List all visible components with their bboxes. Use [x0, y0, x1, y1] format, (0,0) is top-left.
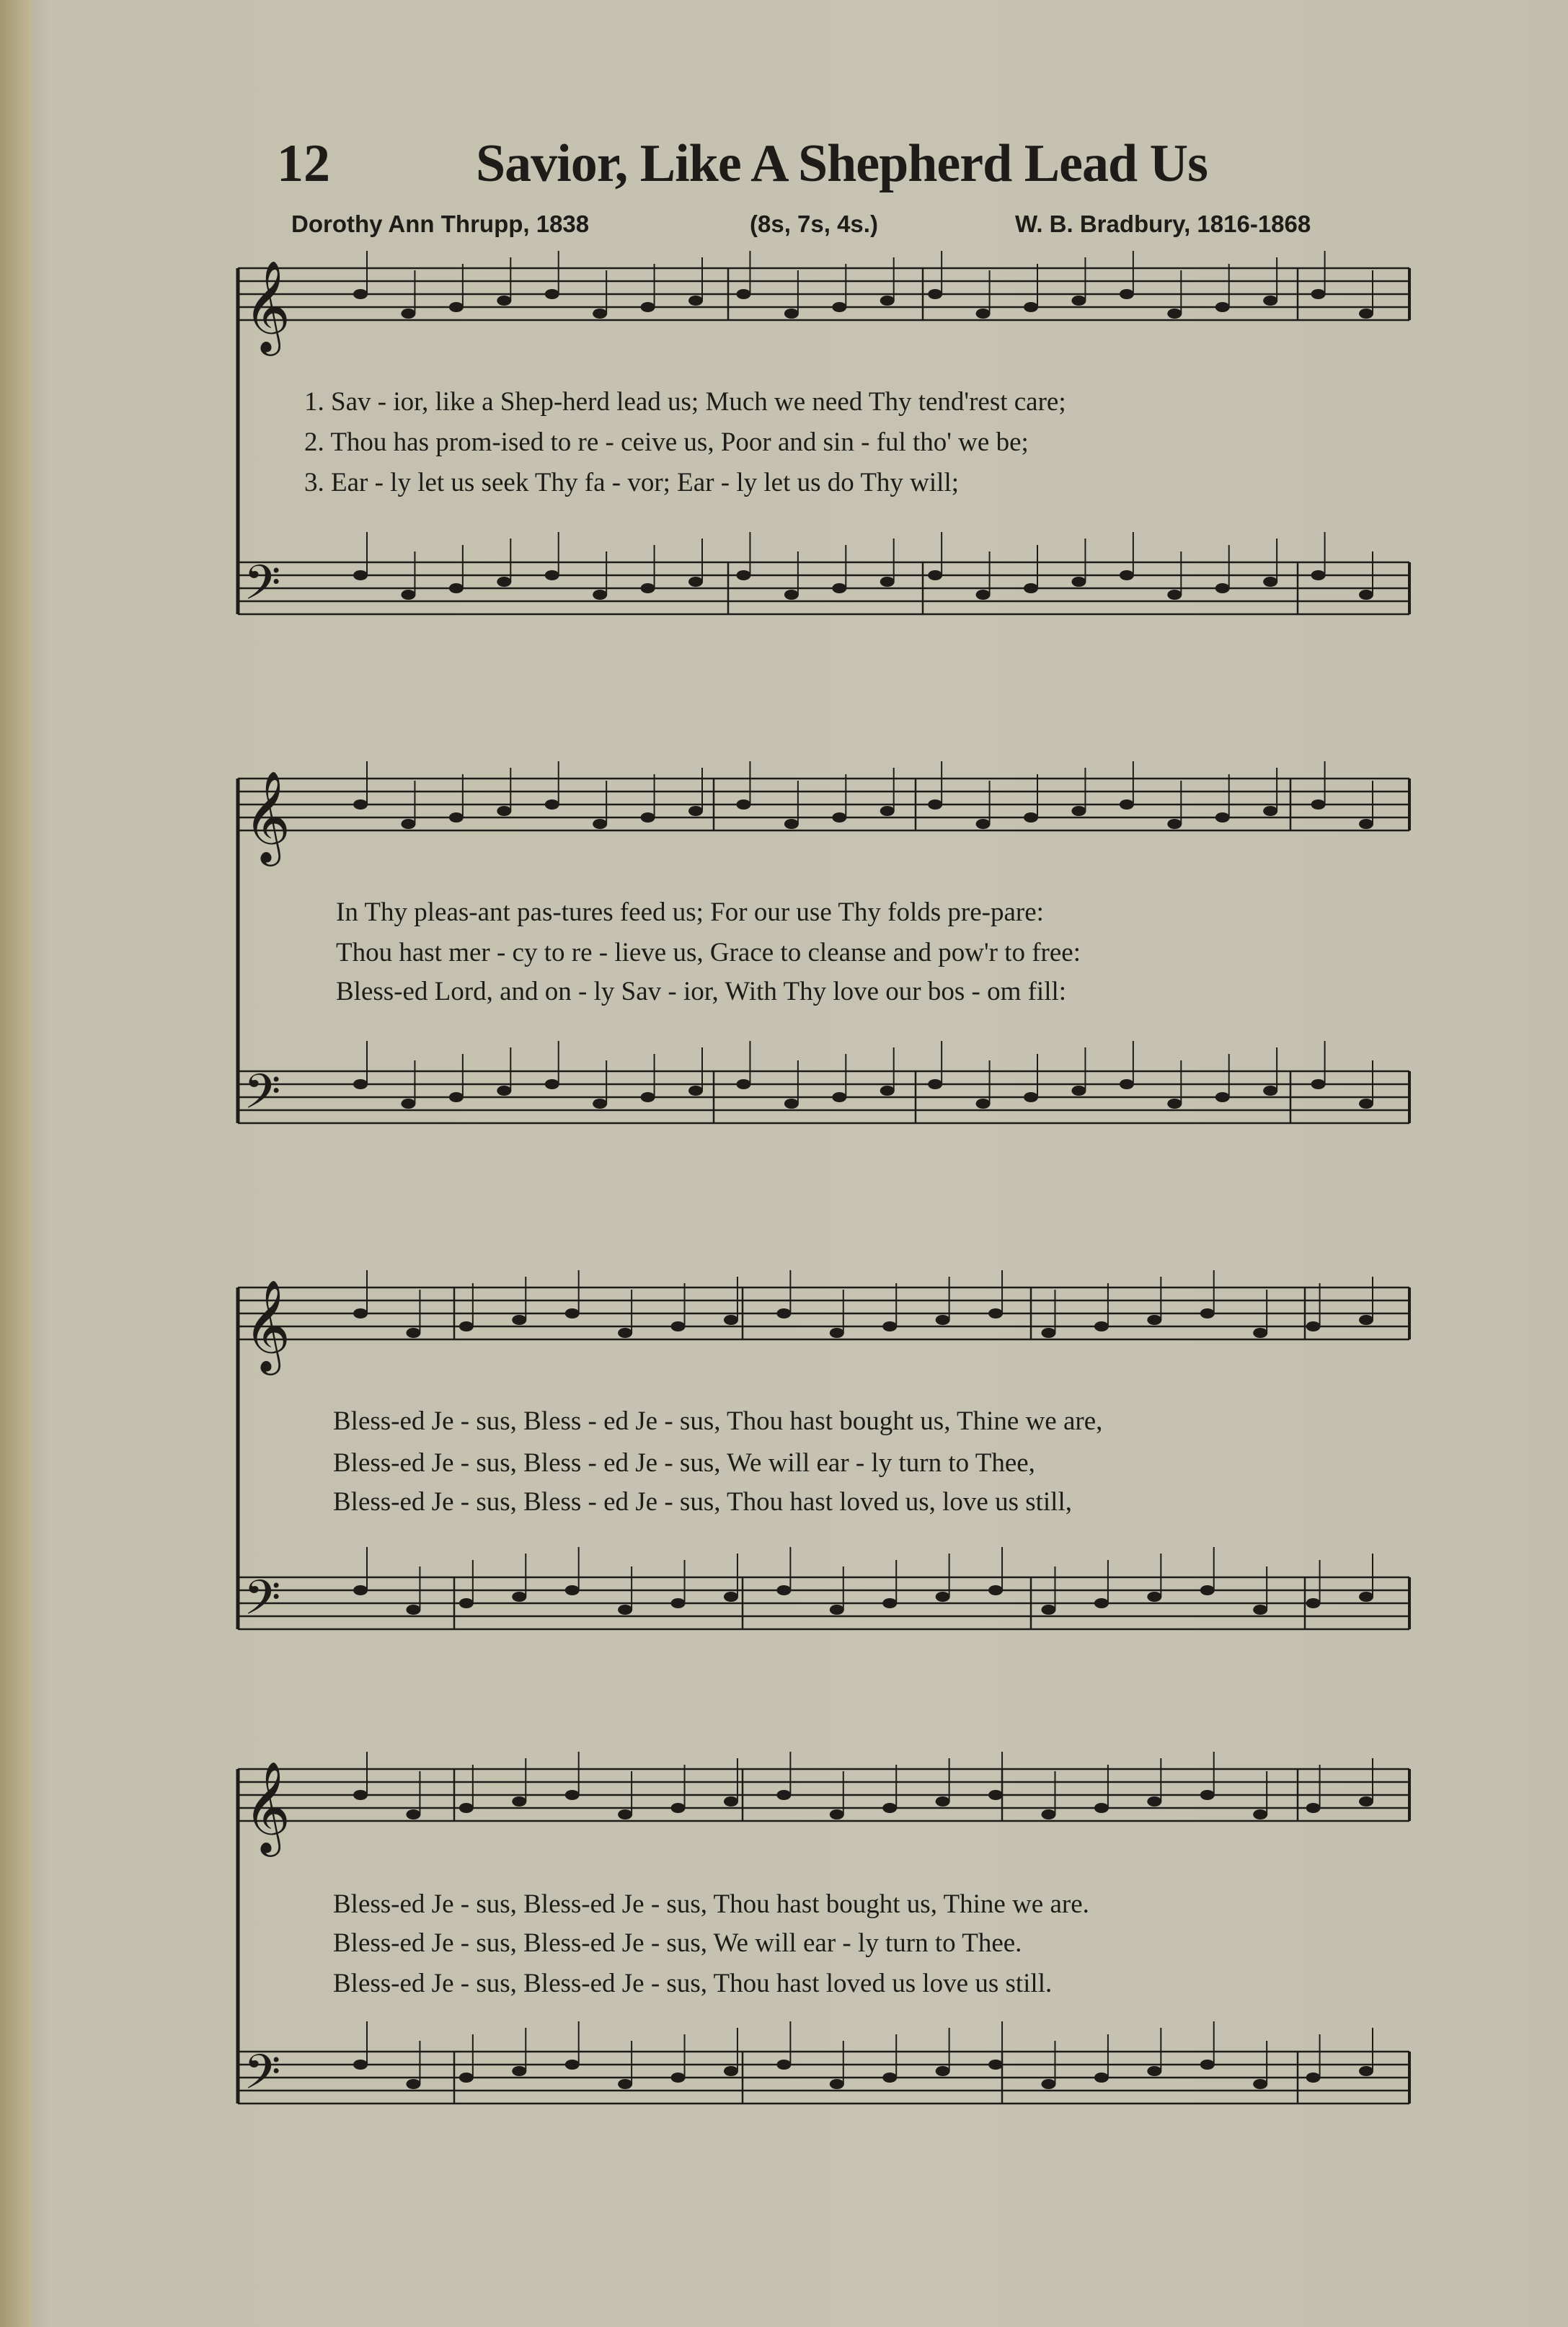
- notehead: [1263, 806, 1277, 816]
- treble-clef-icon: 𝄞: [244, 1760, 291, 1853]
- notehead: [1071, 1086, 1086, 1096]
- notehead: [497, 296, 511, 306]
- notehead: [1263, 577, 1277, 587]
- notehead: [936, 2066, 950, 2076]
- notehead: [928, 289, 942, 299]
- notehead: [618, 2079, 632, 2089]
- meter-label: (8s, 7s, 4s.): [750, 210, 878, 237]
- notehead: [353, 1790, 368, 1800]
- lyric-line-s2-v3: Bless-ed Lord, and on - ly Sav - ior, With Thy love our bos - om fill:: [336, 977, 1067, 1006]
- notehead: [512, 2066, 526, 2076]
- bass-clef-icon: 𝄢: [244, 2044, 281, 2111]
- notehead: [724, 1592, 738, 1602]
- notehead: [1120, 799, 1134, 810]
- notehead: [1167, 1099, 1182, 1109]
- notehead: [832, 812, 846, 823]
- notehead: [1359, 2066, 1373, 2076]
- notehead: [401, 819, 415, 829]
- notehead: [1147, 1796, 1161, 1807]
- notehead: [545, 289, 559, 299]
- notehead: [736, 570, 750, 580]
- notehead: [1071, 577, 1086, 587]
- notehead: [353, 1585, 368, 1595]
- notehead: [1359, 1796, 1373, 1807]
- notehead: [545, 1079, 559, 1089]
- notehead: [736, 1079, 750, 1089]
- notehead: [353, 1079, 368, 1089]
- composer-credit: W. B. Bradbury, 1816-1868: [1015, 210, 1311, 237]
- notehead: [1024, 583, 1038, 593]
- bass-clef-icon: 𝄢: [244, 1064, 281, 1131]
- bass-clef-icon: 𝄢: [244, 1570, 281, 1637]
- lyric-line-s3-v2: Bless-ed Je - sus, Bless - ed Je - sus, We will ear - ly turn to Thee,: [333, 1448, 1035, 1478]
- lyricist-credit: Dorothy Ann Thrupp, 1838: [291, 210, 590, 237]
- notehead: [882, 1598, 897, 1608]
- lyric-line-s4-v1: Bless-ed Je - sus, Bless-ed Je - sus, Thou hast bought us, Thine we are.: [333, 1889, 1089, 1919]
- notehead: [688, 1086, 703, 1096]
- notehead: [936, 1796, 950, 1807]
- notehead: [641, 1092, 655, 1102]
- lyric-line-s2-v2: Thou hast mer - cy to re - lieve us, Grace to cleanse and pow'r to free:: [336, 938, 1081, 967]
- notehead: [928, 799, 942, 810]
- notehead: [545, 570, 559, 580]
- notehead: [671, 2073, 686, 2083]
- notehead: [1024, 812, 1038, 823]
- notehead: [988, 1790, 1003, 1800]
- notehead: [512, 1796, 526, 1807]
- notehead: [459, 1803, 474, 1813]
- notehead: [688, 296, 703, 306]
- notehead: [1094, 1803, 1109, 1813]
- notehead: [1167, 590, 1182, 600]
- notehead: [1263, 296, 1277, 306]
- notehead: [1094, 2073, 1109, 2083]
- notehead: [736, 289, 750, 299]
- notehead: [1253, 1328, 1267, 1338]
- notehead: [449, 1092, 464, 1102]
- notehead: [784, 819, 799, 829]
- treble-clef-icon: 𝄞: [244, 260, 291, 352]
- notehead: [1306, 1321, 1321, 1331]
- notehead: [1094, 1321, 1109, 1331]
- notehead: [1306, 1598, 1321, 1608]
- notehead: [988, 1585, 1003, 1595]
- notehead: [988, 1308, 1003, 1318]
- notehead: [1311, 570, 1326, 580]
- notehead: [406, 1809, 420, 1820]
- notehead: [832, 1092, 846, 1102]
- notehead: [593, 590, 607, 600]
- notehead: [784, 1099, 799, 1109]
- lyric-line-s2-v1: In Thy pleas-ant pas-tures feed us; For our use Thy folds pre-pare:: [336, 897, 1044, 927]
- notehead: [988, 2060, 1003, 2070]
- notehead: [1147, 1592, 1161, 1602]
- notehead: [880, 806, 895, 816]
- notehead: [880, 1086, 895, 1096]
- notehead: [512, 1592, 526, 1602]
- notehead: [1359, 819, 1373, 829]
- notehead: [545, 799, 559, 810]
- notehead: [353, 570, 368, 580]
- notehead: [593, 309, 607, 319]
- notehead: [784, 590, 799, 600]
- notehead: [928, 1079, 942, 1089]
- notehead: [497, 806, 511, 816]
- notehead: [882, 1321, 897, 1331]
- notehead: [565, 1790, 580, 1800]
- notehead: [618, 1605, 632, 1615]
- notehead: [882, 1803, 897, 1813]
- notehead: [1024, 1092, 1038, 1102]
- notehead: [1359, 1592, 1373, 1602]
- notehead: [976, 819, 991, 829]
- treble-clef-icon: 𝄞: [244, 1279, 291, 1371]
- notehead: [936, 1592, 950, 1602]
- notehead: [671, 1598, 686, 1608]
- notehead: [671, 1803, 686, 1813]
- notehead: [936, 1315, 950, 1325]
- notehead: [1311, 289, 1326, 299]
- lyric-line-s4-v2: Bless-ed Je - sus, Bless-ed Je - sus, We will ear - ly turn to Thee.: [333, 1928, 1022, 1958]
- notehead: [880, 577, 895, 587]
- notehead: [1167, 819, 1182, 829]
- notehead: [459, 2073, 474, 2083]
- notehead: [1253, 1809, 1267, 1820]
- notehead: [1359, 309, 1373, 319]
- notehead: [1120, 1079, 1134, 1089]
- notehead: [1359, 1315, 1373, 1325]
- notehead: [512, 1315, 526, 1325]
- notehead: [1024, 302, 1038, 312]
- notehead: [1359, 1099, 1373, 1109]
- notehead: [882, 2073, 897, 2083]
- lyric-line-s3-v1: Bless-ed Je - sus, Bless - ed Je - sus, Thou hast bought us, Thine we are,: [333, 1406, 1103, 1436]
- notehead: [641, 302, 655, 312]
- lyric-line-s1-v3: 3. Ear - ly let us seek Thy fa - vor; Ear - ly let us do Thy will;: [304, 468, 960, 497]
- notehead: [618, 1328, 632, 1338]
- notehead: [776, 1585, 791, 1595]
- notehead: [641, 583, 655, 593]
- notehead: [776, 2060, 791, 2070]
- treble-clef-icon: 𝄞: [244, 770, 291, 862]
- notehead: [724, 1315, 738, 1325]
- notehead: [1311, 1079, 1326, 1089]
- notehead: [1263, 1086, 1277, 1096]
- notehead: [1253, 1605, 1267, 1615]
- notehead: [449, 583, 464, 593]
- notehead: [353, 2060, 368, 2070]
- lyric-line-s1-v1: 1. Sav - ior, like a Shep-herd lead us; Much we need Thy tend'rest care;: [304, 387, 1066, 417]
- notehead: [1147, 2066, 1161, 2076]
- notehead: [406, 2079, 420, 2089]
- notehead: [1167, 309, 1182, 319]
- notehead: [618, 1809, 632, 1820]
- notehead: [724, 2066, 738, 2076]
- hymn-number: 12: [277, 134, 330, 193]
- notehead: [1200, 1790, 1215, 1800]
- notehead: [928, 570, 942, 580]
- notehead: [353, 1308, 368, 1318]
- notehead: [565, 1308, 580, 1318]
- notehead: [1215, 302, 1230, 312]
- notehead: [565, 2060, 580, 2070]
- notehead: [1215, 583, 1230, 593]
- notehead: [1071, 296, 1086, 306]
- notehead: [593, 1099, 607, 1109]
- notehead: [401, 1099, 415, 1109]
- notehead: [353, 289, 368, 299]
- lyric-line-s4-v3: Bless-ed Je - sus, Bless-ed Je - sus, Thou hast loved us love us still.: [333, 1969, 1053, 1998]
- notehead: [401, 309, 415, 319]
- notehead: [641, 812, 655, 823]
- notehead: [353, 799, 368, 810]
- notehead: [497, 577, 511, 587]
- notehead: [1041, 1809, 1055, 1820]
- bass-clef-icon: 𝄢: [244, 555, 281, 622]
- notehead: [1200, 1308, 1215, 1318]
- notehead: [830, 1328, 844, 1338]
- notehead: [736, 799, 750, 810]
- notehead: [1359, 590, 1373, 600]
- notehead: [880, 296, 895, 306]
- notehead: [593, 819, 607, 829]
- notehead: [830, 1809, 844, 1820]
- notehead: [688, 806, 703, 816]
- notehead: [1147, 1315, 1161, 1325]
- notehead: [671, 1321, 686, 1331]
- notehead: [1200, 2060, 1215, 2070]
- notehead: [784, 309, 799, 319]
- notehead: [724, 1796, 738, 1807]
- notehead: [976, 309, 991, 319]
- notehead: [497, 1086, 511, 1096]
- hymn-title: Savior, Like A Shepherd Lead Us: [476, 134, 1208, 193]
- notehead: [830, 2079, 844, 2089]
- notehead: [1306, 1803, 1321, 1813]
- notehead: [976, 1099, 991, 1109]
- notehead: [449, 302, 464, 312]
- notehead: [459, 1321, 474, 1331]
- notehead: [976, 590, 991, 600]
- notehead: [406, 1605, 420, 1615]
- notehead: [1215, 812, 1230, 823]
- notehead: [1041, 1328, 1055, 1338]
- notehead: [1200, 1585, 1215, 1595]
- notehead: [1120, 570, 1134, 580]
- notehead: [832, 583, 846, 593]
- notehead: [1253, 2079, 1267, 2089]
- notehead: [565, 1585, 580, 1595]
- notehead: [832, 302, 846, 312]
- notehead: [830, 1605, 844, 1615]
- notehead: [1120, 289, 1134, 299]
- notehead: [1094, 1598, 1109, 1608]
- notehead: [1215, 1092, 1230, 1102]
- notehead: [776, 1308, 791, 1318]
- notehead: [1306, 2073, 1321, 2083]
- notehead: [1311, 799, 1326, 810]
- notehead: [401, 590, 415, 600]
- notehead: [1071, 806, 1086, 816]
- lyric-line-s3-v3: Bless-ed Je - sus, Bless - ed Je - sus, Thou hast loved us, love us still,: [333, 1487, 1072, 1517]
- notehead: [459, 1598, 474, 1608]
- lyric-line-s1-v2: 2. Thou has prom-ised to re - ceive us, Poor and sin - ful tho' we be;: [304, 427, 1029, 457]
- notehead: [776, 1790, 791, 1800]
- notehead: [1041, 2079, 1055, 2089]
- notehead: [688, 577, 703, 587]
- notehead: [1041, 1605, 1055, 1615]
- notehead: [406, 1328, 420, 1338]
- notehead: [449, 812, 464, 823]
